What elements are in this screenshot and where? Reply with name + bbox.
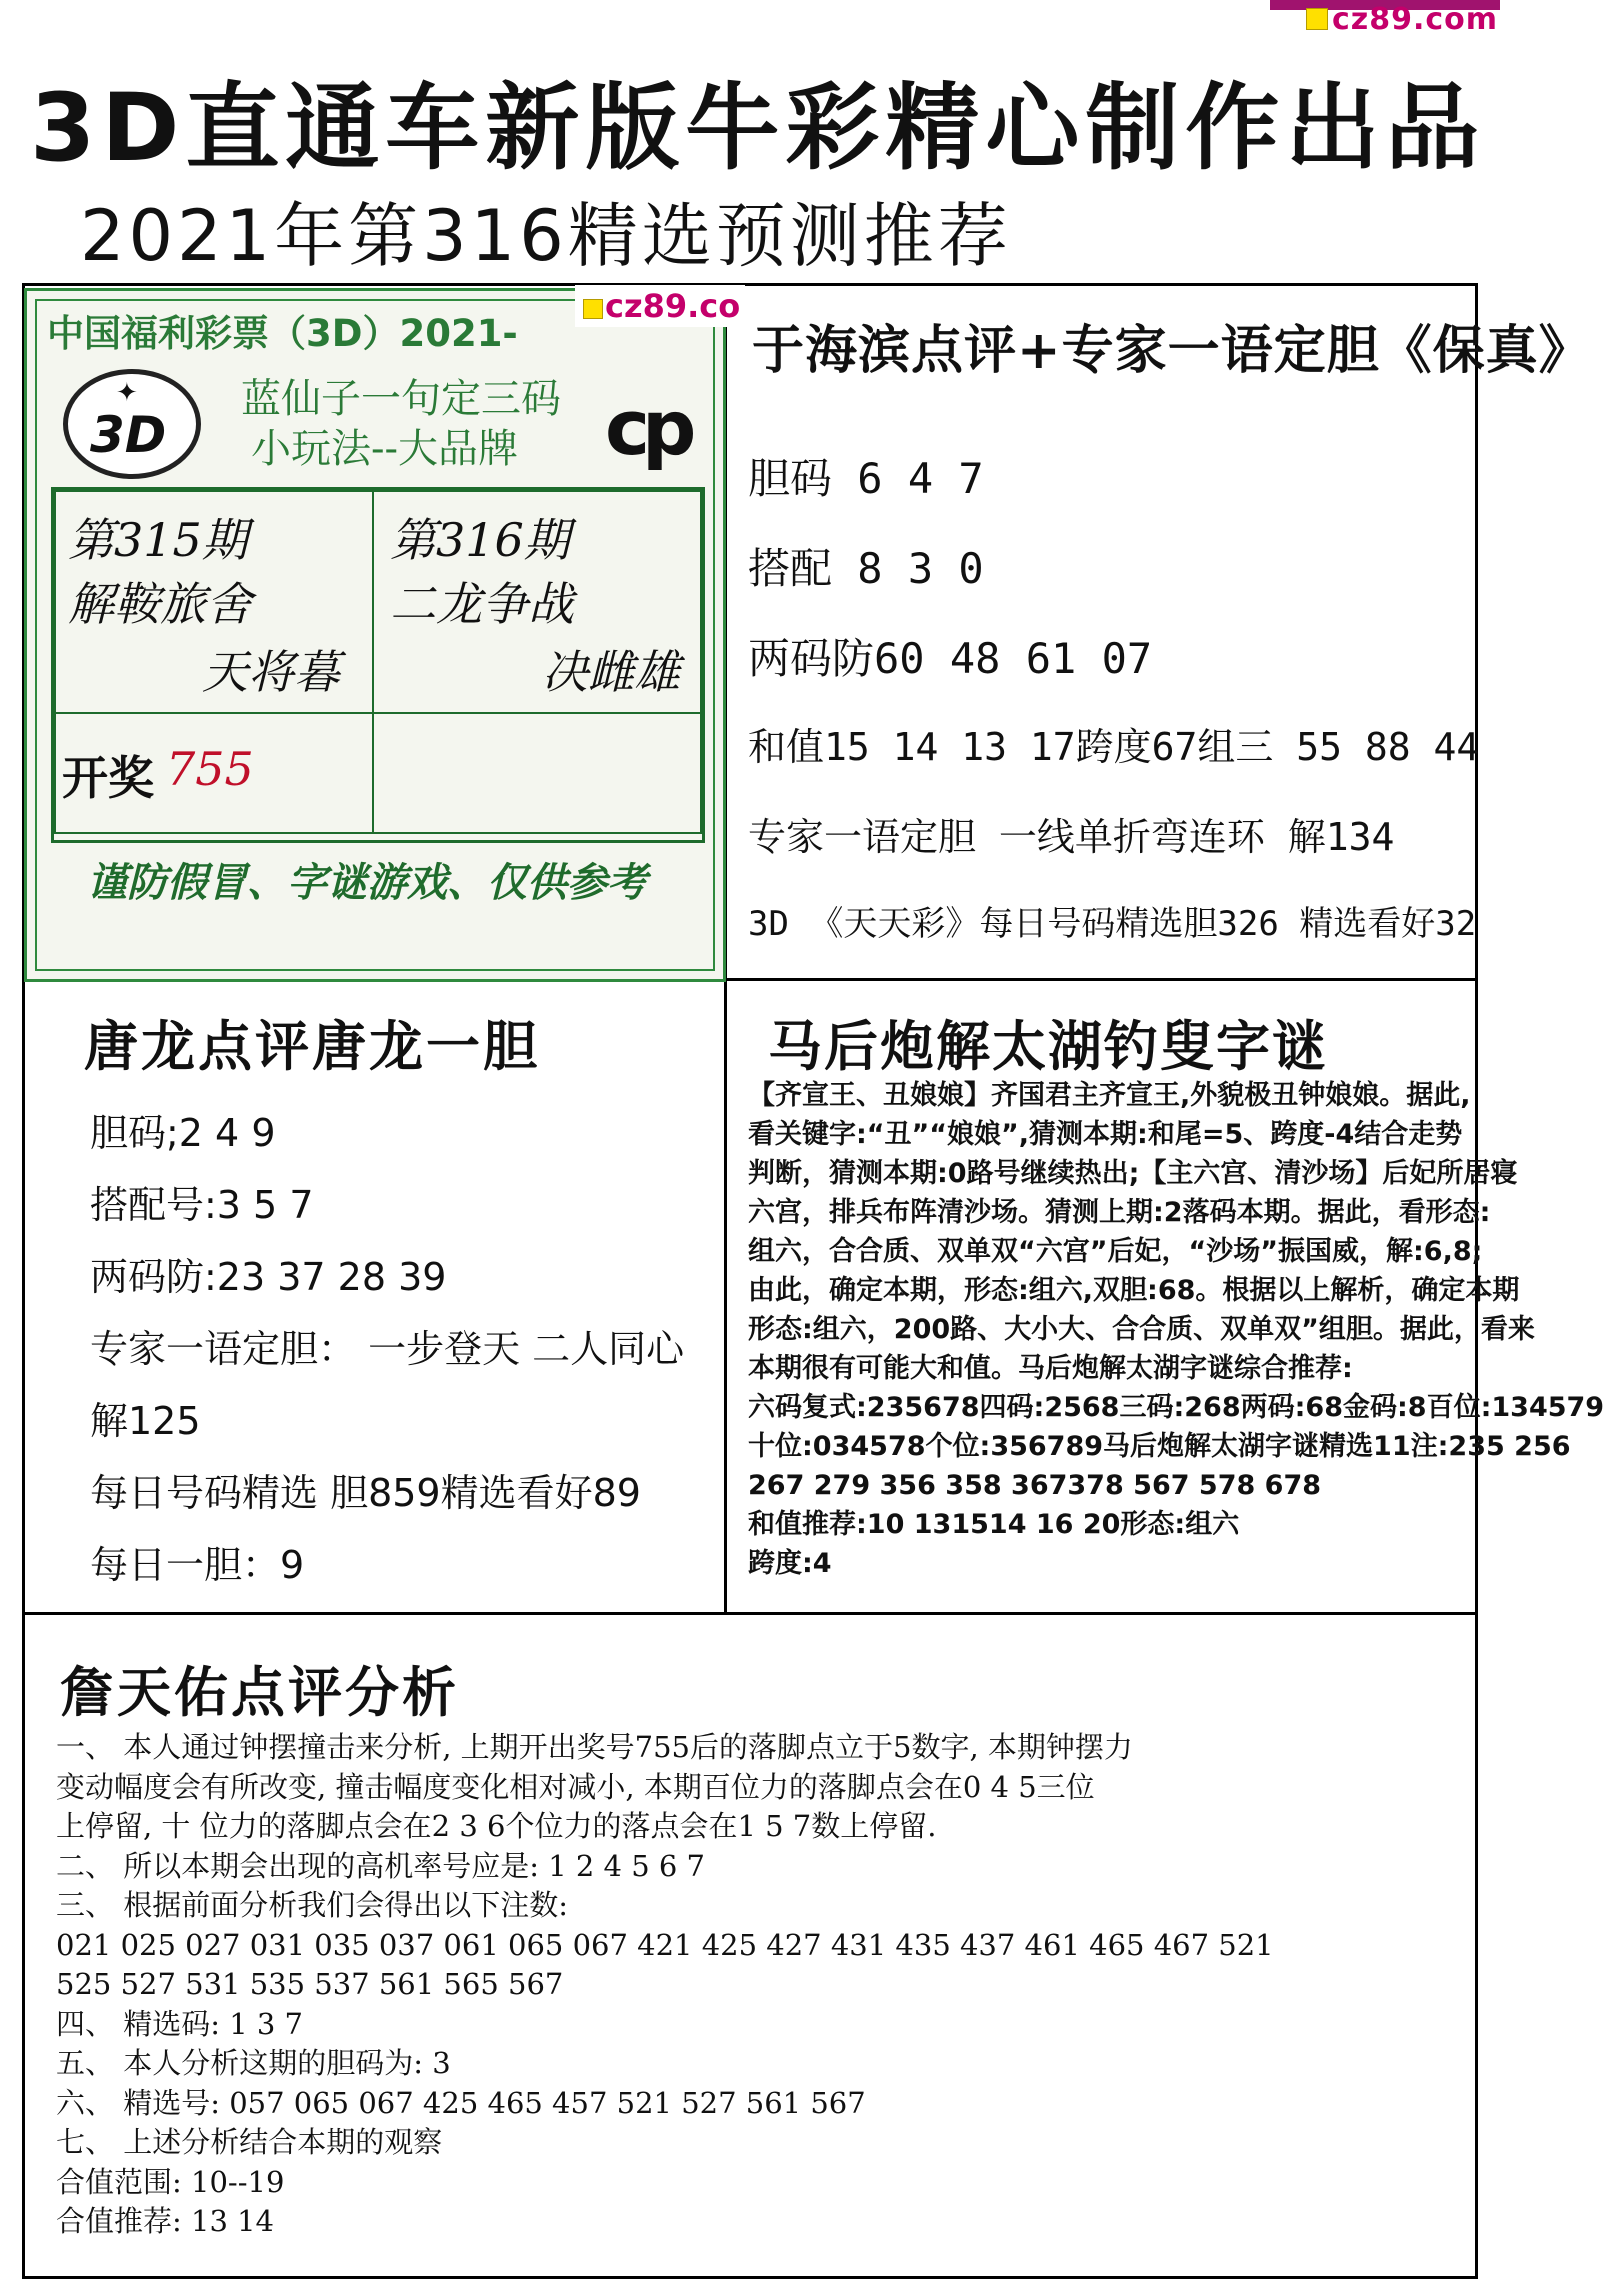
ticket-header: 中国福利彩票（3D）2021- [47, 312, 518, 355]
cp-logo-icon: cp [605, 383, 689, 472]
expert-line: 和值15 14 13 17跨度67组三 55 88 44 [748, 725, 1480, 769]
tanglong-line: 解125 [90, 1399, 201, 1443]
prev-riddle-line2: 天将暮 [202, 645, 340, 699]
cur-riddle-line2: 决雌雄 [542, 645, 680, 699]
riddle-analysis-text [748, 1076, 1604, 1583]
draw-value: 755 [166, 742, 254, 796]
riddle-analysis-line: 本期很有可能大和值。马后炮解太湖字谜综合推荐: [748, 1353, 1353, 1384]
zhan-analysis-line: 七、 上述分析结合本期的观察 [56, 2125, 443, 2159]
cur-riddle-line1: 二龙争战 [390, 577, 574, 631]
ticket-slogan-2: 小玩法--大品牌 [251, 426, 519, 472]
logo-star-icon: ✦ [116, 378, 138, 408]
expert-line: 3D 《天天彩》每日号码精选胆326 精选看好32 [748, 904, 1477, 944]
riddle-analysis-line: 十位:034578个位:356789马后炮解太湖字谜精选11注:235 256 [748, 1431, 1571, 1462]
zhan-analysis-line: 四、 精选码: 1 3 7 [56, 2006, 303, 2041]
riddle-analysis-line: 267 279 356 358 367378 567 578 678 [748, 1470, 1322, 1501]
zhan-analysis-line: 525 527 531 535 537 561 565 567 [56, 1967, 564, 2001]
ticket-watermark-text: cz89.co [605, 287, 741, 325]
riddle-analysis-line: 六码复式:235678四码:2568三码:268两码:68金码:8百位:134579 [748, 1392, 1604, 1423]
expert-panel-title: 于海滨点评+专家一语定胆《保真》 [752, 320, 1592, 381]
empty-cell [372, 712, 702, 834]
expert-line: 专家一语定胆 一线单折弯连环 解134 [748, 815, 1395, 859]
riddle-analysis-line: 形态:组六，200路、大小大、合合质、双单双”组胆。据此，看来 [748, 1314, 1535, 1345]
zhan-analysis-line: 六、 精选号: 057 065 067 425 465 457 521 527 561 567 [56, 2085, 866, 2120]
draw-label: 开奖 [62, 751, 154, 805]
riddle-analysis-line: 【齐宣王、丑娘娘】齐国君主齐宣王,外貌极丑钟娘娘。据此, [748, 1080, 1471, 1111]
zhan-analysis-line: 合值范围: 10--19 [56, 2164, 285, 2199]
divider-horizontal-2 [22, 1612, 1475, 1615]
zhan-analysis-line: 三、 根据前面分析我们会得出以下注数: [56, 1888, 568, 1922]
watermark-square-icon [583, 299, 603, 319]
zhan-analysis-line: 五、 本人分析这期的胆码为: 3 [56, 2046, 451, 2080]
tanglong-line: 每日一胆：9 [90, 1543, 305, 1587]
ticket-footer: 谨防假冒、字谜游戏、仅供参考 [87, 859, 647, 906]
tanglong-line: 专家一语定胆： 一步登天 二人同心 [90, 1327, 685, 1371]
tanglong-title: 唐龙点评唐龙一胆 [84, 1014, 540, 1078]
tanglong-line: 胆码;2 4 9 [90, 1111, 276, 1155]
3d-logo-icon [63, 369, 201, 479]
cur-issue-label: 第316期 [390, 513, 570, 567]
tanglong-line: 搭配号:3 5 7 [90, 1183, 314, 1227]
watermark-text: cz89.com [1332, 2, 1499, 37]
zhan-analysis-text [56, 1728, 1456, 2242]
riddle-analysis-line: 跨度:4 [748, 1548, 832, 1579]
site-watermark [1270, 0, 1500, 42]
expert-line: 搭配 8 3 0 [748, 544, 984, 593]
page-subtitle: 2021年第316精选预测推荐 [80, 195, 1012, 277]
tanglong-line: 两码防:23 37 28 39 [90, 1255, 447, 1299]
riddle-grid [51, 487, 705, 843]
prev-riddle-line1: 解鞍旅舍 [68, 577, 252, 631]
riddle-analysis-title: 马后炮解太湖钓叟字谜 [768, 1014, 1328, 1078]
zhan-analysis-line: 变动幅度会有所改变, 撞击幅度变化相对减小, 本期百位力的落脚点会在0 4 5三位 [56, 1769, 1095, 1804]
riddle-analysis-line: 由此，确定本期，形态:组六,双胆:68。根据以上解析，确定本期 [748, 1275, 1520, 1306]
riddle-analysis-line: 看关键字:“丑”“娘娘”,猜测本期:和尾=5、跨度-4结合走势 [748, 1119, 1463, 1150]
riddle-analysis-line: 和值推荐:10 131514 16 20形态:组六 [748, 1509, 1240, 1540]
zhan-analysis-line: 合值推荐: 13 14 [56, 2204, 275, 2238]
riddle-analysis-line: 六宫，排兵布阵清沙场。猜测上期:2落码本期。据此，看形态: [748, 1197, 1491, 1228]
prev-issue-label: 第315期 [68, 513, 248, 567]
page-title: 3D直通车新版牛彩精心制作出品 [30, 74, 1486, 183]
zhan-analysis-line: 021 025 027 031 035 037 061 065 067 421 425 427 431 435 437 461 465 467 521 [56, 1927, 1274, 1962]
ticket-watermark [575, 285, 745, 327]
zhan-analysis-line: 上停留, 十 位力的落脚点会在2 3 6个位力的落点会在1 5 7数上停留. [56, 1809, 937, 1843]
zhan-analysis-line: 二、 所以本期会出现的高机率号应是: 1 2 4 5 6 7 [56, 1848, 706, 1883]
riddle-analysis-line: 判断，猜测本期:0路号继续热出;【主六宫、清沙场】后妃所居寝 [748, 1158, 1518, 1189]
logo-3d-text: 3D [90, 406, 167, 464]
expert-line: 两码防60 48 61 07 [748, 634, 1153, 683]
expert-line: 胆码 6 4 7 [748, 454, 984, 503]
tanglong-line: 每日号码精选 胆859精选看好89 [90, 1471, 641, 1515]
riddle-analysis-line: 组六，合合质、双单双“六宫”后妃，“沙场”振国威，解:6,8; [748, 1236, 1483, 1267]
zhan-analysis-title: 詹天佑点评分析 [60, 1660, 459, 1724]
zhan-analysis-line: 一、 本人通过钟摆撞击来分析, 上期开出奖号755后的落脚点立于5数字, 本期钟摆力 [56, 1730, 1133, 1764]
lottery-ticket [24, 287, 741, 982]
watermark-square-icon [1306, 8, 1328, 30]
ticket-slogan-1: 蓝仙子一句定三码 [241, 376, 561, 422]
